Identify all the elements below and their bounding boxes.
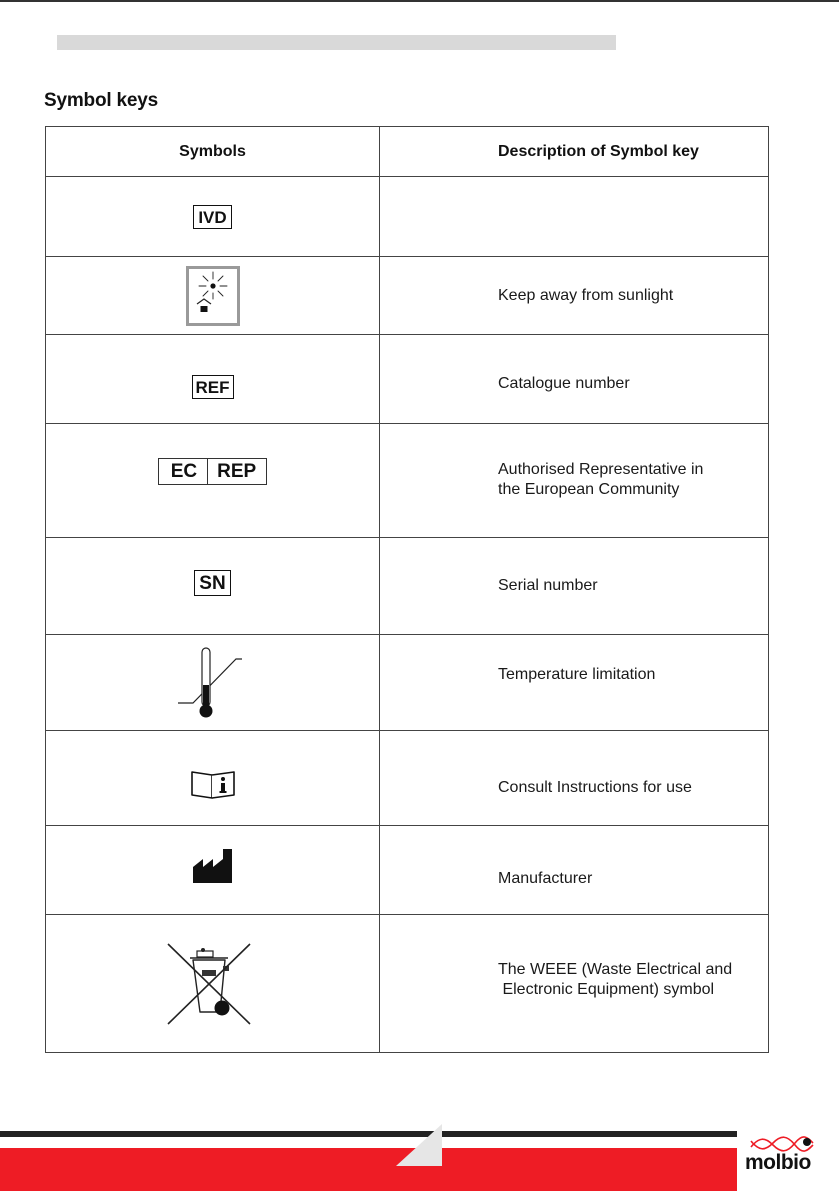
description-line: Temperature limitation <box>498 666 656 683</box>
rep-label: REP <box>207 459 266 484</box>
table-row <box>46 915 769 1053</box>
table-row <box>46 826 769 915</box>
factory-icon <box>193 849 233 883</box>
table-row <box>46 635 769 731</box>
footer-black-bar <box>0 1131 737 1137</box>
table-row <box>46 177 769 257</box>
table-row <box>46 538 769 635</box>
description-cell <box>380 257 769 335</box>
top-rule <box>0 0 839 2</box>
description-cell <box>380 915 769 1053</box>
description-line: Consult Instructions for use <box>498 779 692 796</box>
description-line: Catalogue number <box>498 375 630 392</box>
symbol-cell <box>46 635 380 731</box>
description-line: Manufacturer <box>498 870 593 887</box>
molbio-logo <box>745 1135 839 1191</box>
symbol-cell <box>46 915 380 1053</box>
table-header-row <box>46 127 769 177</box>
description-cell <box>380 731 769 826</box>
description-cell <box>380 538 769 635</box>
instructions-book-icon <box>190 770 236 800</box>
description-cell <box>380 335 769 424</box>
description-cell <box>380 177 769 257</box>
description-cell <box>380 424 769 538</box>
thermometer-icon <box>176 647 242 719</box>
header-symbols: Symbols <box>46 127 380 177</box>
ec-rep-symbol <box>158 458 267 485</box>
description-line: The WEEE (Waste Electrical and <box>498 961 733 978</box>
description-line: Serial number <box>498 577 598 594</box>
description-line: Keep away from sunlight <box>498 286 674 304</box>
symbol-cell <box>46 731 380 826</box>
header-description: Description of Symbol key <box>380 127 769 177</box>
description-line: Electronic Equipment) symbol <box>498 981 715 998</box>
symbol-cell <box>46 177 380 257</box>
keep-away-from-sunlight-icon <box>186 266 240 326</box>
symbol-cell <box>46 257 380 335</box>
ref-symbol: REF <box>192 375 234 399</box>
description-cell <box>380 635 769 731</box>
symbol-table <box>45 126 769 1053</box>
table-row <box>46 424 769 538</box>
footer-red-bar <box>0 1148 737 1191</box>
logo-text: molbio <box>745 1151 811 1174</box>
description-line: Authorised Representative in <box>498 461 704 478</box>
symbol-cell <box>46 335 380 424</box>
table-row <box>46 335 769 424</box>
header-bar <box>57 35 616 50</box>
ivd-symbol: IVD <box>193 205 231 229</box>
description-line: the European Community <box>498 481 680 498</box>
footer-page-tab <box>396 1124 442 1166</box>
sn-symbol: SN <box>194 570 230 596</box>
symbol-cell <box>46 826 380 915</box>
table-row <box>46 257 769 335</box>
table-row <box>46 731 769 826</box>
symbol-cell <box>46 424 380 538</box>
crossed-bin-icon <box>164 940 254 1028</box>
symbol-cell <box>46 538 380 635</box>
ec-label: EC <box>170 461 198 482</box>
description-cell <box>380 826 769 915</box>
page-title: Symbol keys <box>44 90 158 111</box>
